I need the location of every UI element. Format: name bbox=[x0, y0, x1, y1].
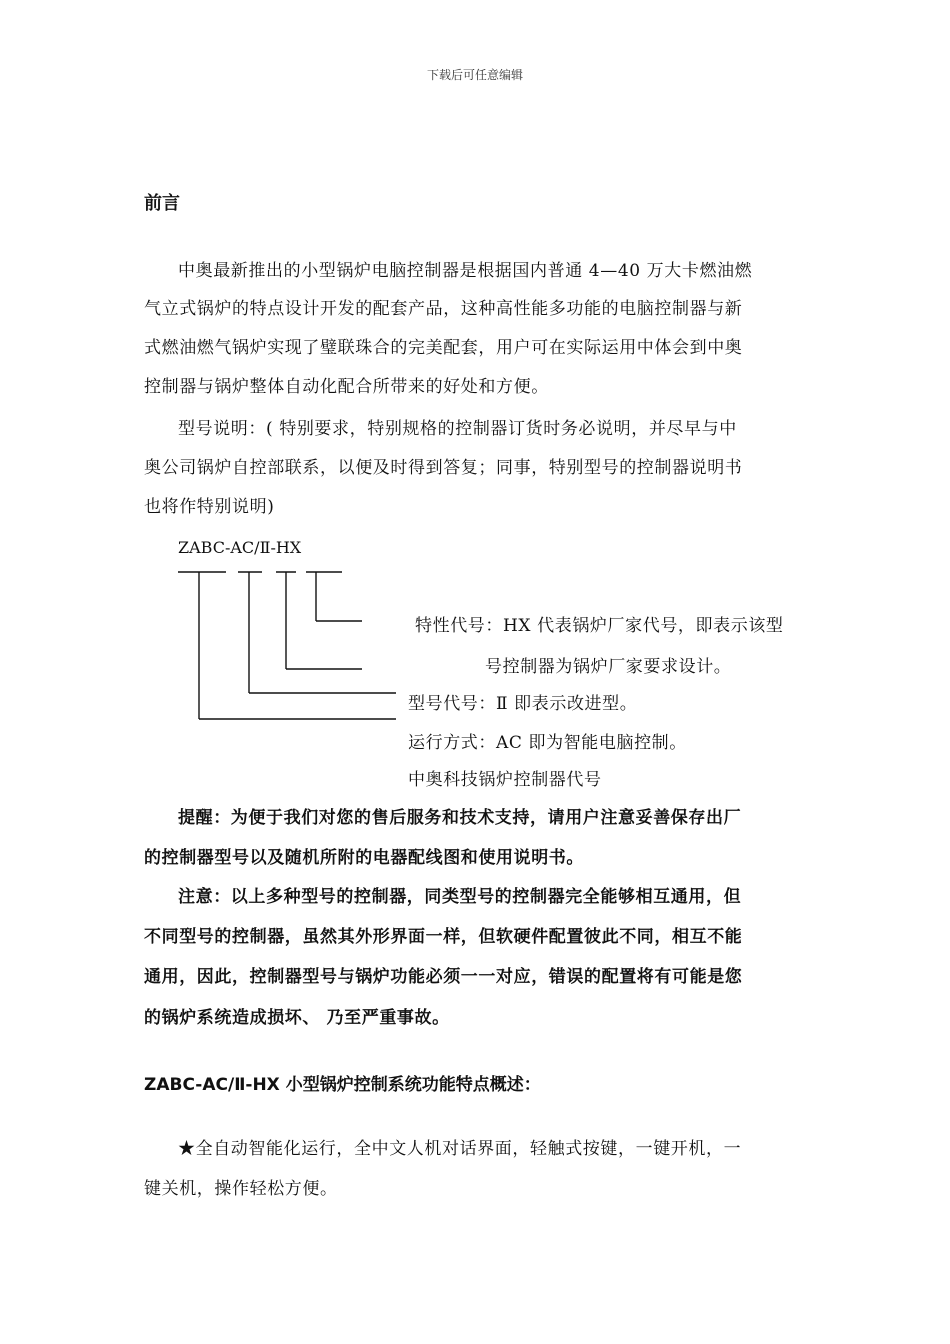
feature-1-line-1: ★全自动智能化运行，全中文人机对话界面，轻触式按键，一键开机，一 bbox=[178, 1139, 742, 1159]
reminder-line-2: 的控制器型号以及随机所附的电器配线图和使用说明书。 bbox=[144, 848, 584, 868]
intro-line-1: 中奥最新推出的小型锅炉电脑控制器是根据国内普通 4—40 万大卡燃油燃 bbox=[178, 261, 753, 281]
feature-code-label-cont: 号控制器为锅炉厂家要求设计。 bbox=[485, 657, 732, 677]
page-header: 下载后可任意编辑 bbox=[426, 68, 523, 82]
feature-code-label: 特性代号：HX 代表锅炉厂家代号，即表示该型 bbox=[415, 616, 784, 636]
model-code: ZABC-AC/Ⅱ-HX bbox=[178, 538, 302, 557]
intro-line-2: 气立式锅炉的特点设计开发的配套产品，这种高性能多功能的电脑控制器与新 bbox=[144, 299, 743, 319]
section-title-preface: 前言 bbox=[144, 193, 180, 214]
notice-line-2: 不同型号的控制器，虽然其外形界面一样，但软硬件配置彼此不同，相互不能 bbox=[144, 927, 743, 947]
feature-1-line-2: 键关机，操作轻松方便。 bbox=[144, 1179, 338, 1199]
notice-line-3: 通用，因此，控制器型号与锅炉功能必须一一对应，错误的配置将有可能是您 bbox=[144, 967, 743, 987]
notice-line-1: 注意：以上多种型号的控制器，同类型号的控制器完全能够相互通用，但 bbox=[178, 887, 742, 907]
model-note-line-3: 也将作特别说明) bbox=[144, 497, 275, 517]
intro-line-3: 式燃油燃气锅炉实现了璧联珠合的完美配套，用户可在实际运用中体会到中奥 bbox=[144, 338, 743, 358]
model-note-line-1: 型号说明：( 特别要求，特别规格的控制器订货时务必说明，并尽早与中 bbox=[178, 419, 737, 439]
section-heading-features: ZABC-AC/Ⅱ-HX 小型锅炉控制系统功能特点概述： bbox=[144, 1075, 541, 1095]
run-mode-label: 运行方式：AC 即为智能电脑控制。 bbox=[408, 733, 687, 753]
notice-line-4: 的锅炉系统造成损坏、 乃至严重事故。 bbox=[144, 1008, 450, 1028]
type-code-label: 型号代号：Ⅱ 即表示改进型。 bbox=[408, 694, 638, 714]
reminder-line-1: 提醒：为便于我们对您的售后服务和技术支持，请用户注意妥善保存出厂 bbox=[178, 808, 742, 828]
controller-code-label: 中奥科技锅炉控制器代号 bbox=[408, 770, 602, 790]
model-note-line-2: 奥公司锅炉自控部联系，以便及时得到答复；同事，特别型号的控制器说明书 bbox=[144, 458, 743, 478]
intro-line-4: 控制器与锅炉整体自动化配合所带来的好处和方便。 bbox=[144, 377, 549, 397]
